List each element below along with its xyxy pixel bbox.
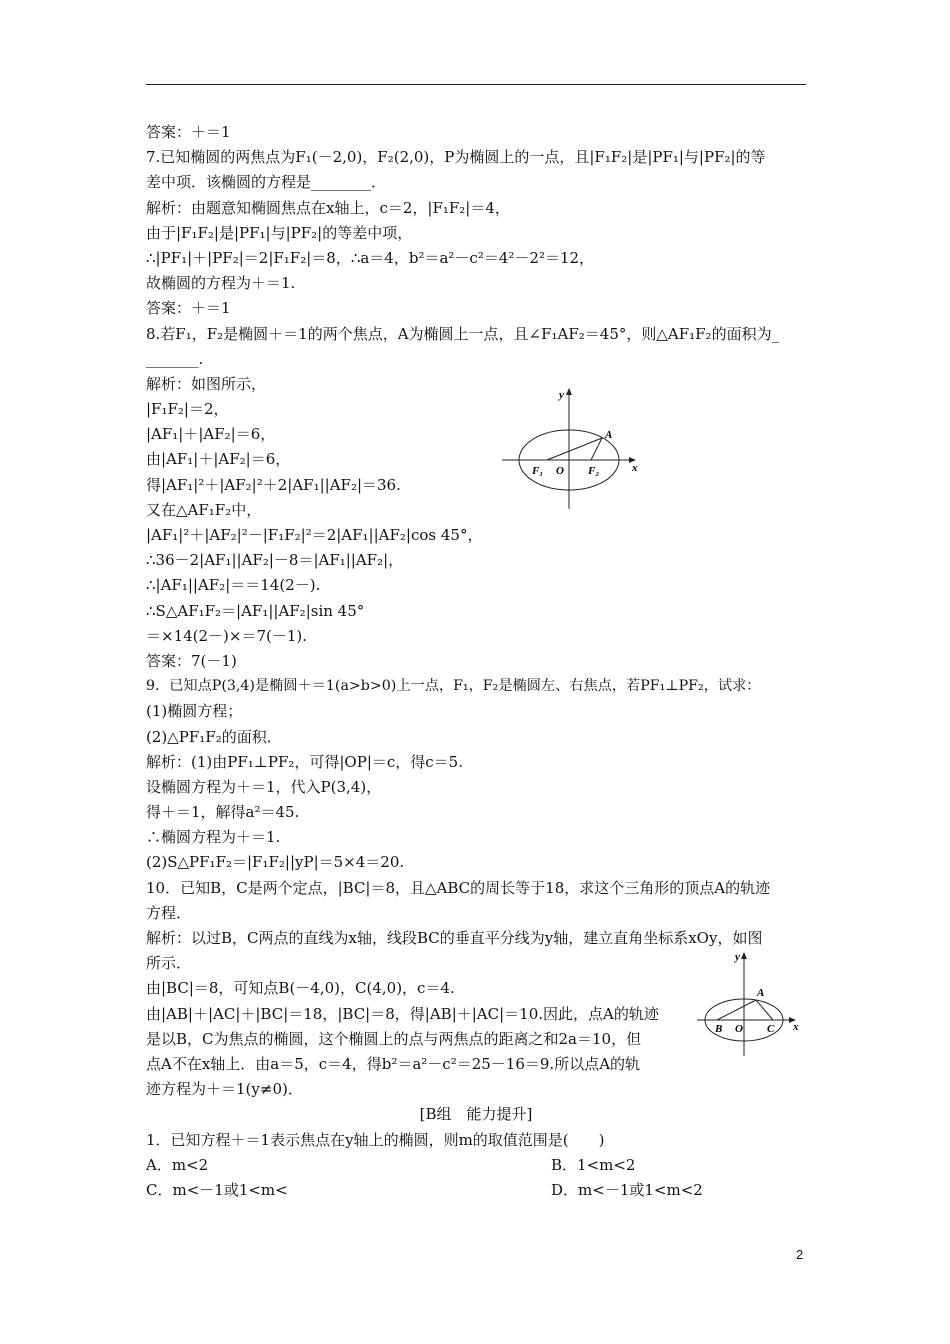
text-line: 设椭圆方程为＋＝1，代入P(3,4)， [146,777,382,796]
text-line: 答案：＋＝1 [146,123,231,141]
y-axis-arrow [566,388,572,395]
label-a: A [605,429,613,441]
ellipse-figure-1 [500,385,650,515]
text-line: 7.已知椭圆的两焦点为F₁(－2,0)，F₂(2,0)，P为椭圆上的一点，且|F₁F₂|是|PF₁|与|PF₂|的等 [146,148,766,167]
text-line: ∴36－2|AF₁||AF₂|－8＝|AF₁||AF₂|， [146,551,404,570]
label-y: y [735,951,740,963]
section-heading: [B组 能力提升] [419,1105,533,1124]
text-line: 得|AF₁|²＋|AF₂|²＋2|AF₁||AF₂|＝36. [146,475,401,494]
option-a: A．m<2 [146,1155,209,1174]
text-line: 所示． [146,954,192,973]
text-line: 故椭圆的方程为＋＝1. [146,274,296,293]
text-line: 方程． [146,903,192,922]
options-row [146,1153,806,1178]
text-line: (2)S△PF₁F₂＝|F₁F₂||yP|＝5×4＝20. [146,853,405,872]
header-rule [146,84,806,85]
segment-af1 [547,438,602,460]
text-line: 点A不在x轴上．由a＝5，c＝4，得b²＝a²－c²＝25－16＝9.所以点A的轨 [146,1054,641,1073]
segment-ab [717,1000,756,1020]
text-line: (1)椭圆方程； [146,702,243,721]
text-line: 答案：＋＝1 [146,299,231,318]
text-line: 答案：7(－1) [146,651,237,670]
text-line: ∴|AF₁||AF₂|＝＝14(2－). [146,576,321,595]
label-f2: F₂ [588,465,600,477]
text-line: ∴S△AF₁F₂＝|AF₁||AF₂|sin 45° [146,601,365,620]
text-line: |F₁F₂|＝2， [146,400,229,419]
text-line: ∴椭圆方程为＋＝1. [146,828,281,847]
label-b: B [715,1023,723,1035]
text-line: 由|AF₁|＋|AF₂|＝6， [146,450,291,469]
text-line: 9．已知点P(3,4)是椭圆＋＝1(a>b>0)上一点，F₁，F₂是椭圆左、右焦点，若PF₁⊥PF₂，试求： [146,678,761,695]
options-row [146,1178,806,1203]
text-line: |AF₁|＋|AF₂|＝6， [146,425,276,444]
ellipse-figure-2 [695,948,805,1060]
text-line: 由|AB|＋|AC|＋|BC|＝18，|BC|＝8，得|AB|＋|AC|＝10.因此，点A的轨迹 [146,1004,659,1023]
label-a: A [757,987,765,999]
text-line: |AF₁|²＋|AF₂|²－|F₁F₂|²＝2|AF₁||AF₂|cos 45°， [146,526,483,544]
text-line: ∴|PF₁|＋|PF₂|＝2|F₁F₂|＝8，∴a＝4，b²＝a²－c²＝4²－2²＝12， [146,248,595,267]
text-line: 差中项．该椭圆的方程是________． [146,173,387,192]
page-number: 2 [796,1247,804,1262]
text-line: (2)△PF₁F₂的面积． [146,727,282,746]
label-x: x [632,462,638,474]
text-line: 迹方程为＋＝1(y≠0)． [146,1080,303,1099]
text-line: 是以B，C为焦点的椭圆，这个椭圆上的点与两焦点的距离之和2a＝10，但 [146,1029,642,1048]
y-axis-arrow [741,952,747,959]
label-x: x [793,1021,799,1033]
label-y: y [559,389,564,401]
segment-ac [756,1000,773,1020]
text-line: 解析：以过B，C两点的直线为x轴，线段BC的垂直平分线为y轴，建立直角坐标系xOy，如图 [146,929,763,947]
text-line: 10．已知B，C是两个定点，|BC|＝8，且△ABC的周长等于18，求这个三角形的顶点A的轨迹 [146,878,771,897]
text-line: 解析：如图所示， [146,374,267,393]
text-line: ＝×14(2－)×＝7(－1). [146,626,308,645]
text-line: 8.若F₁，F₂是椭圆＋＝1的两个焦点，A为椭圆上一点，且∠F₁AF₂＝45°，则△AF₁F₂的面积为_ [146,324,780,343]
text-line: 由|BC|＝8，可知点B(－4,0)，C(4,0)，c＝4. [146,979,455,998]
text-line: 解析：(1)由PF₁⊥PF₂，可得|OP|＝c，得c＝5. [146,752,463,771]
text-line: 解析：由题意知椭圆焦点在x轴上，c＝2，|F₁F₂|＝4， [146,198,510,217]
text-line: 又在△AF₁F₂中， [146,500,262,519]
label-o: O [735,1023,743,1035]
text-line: 得＋＝1，解得a²＝45. [146,803,300,822]
label-c: C [767,1023,775,1035]
option-c: C．m<－1或1<m< [146,1180,288,1199]
option-b: B．1<m<2 [551,1155,636,1174]
label-f1: F₁ [532,465,544,477]
text-line: 由于|F₁F₂|是|PF₁|与|PF₂|的等差中项， [146,223,413,242]
option-d: D．m<－1或1<m<2 [551,1180,703,1199]
text-line: 1．已知方程＋＝1表示焦点在y轴上的椭圆，则m的取值范围是( ) [146,1130,605,1149]
label-o: O [556,465,564,477]
text-line: _______. [146,349,204,368]
